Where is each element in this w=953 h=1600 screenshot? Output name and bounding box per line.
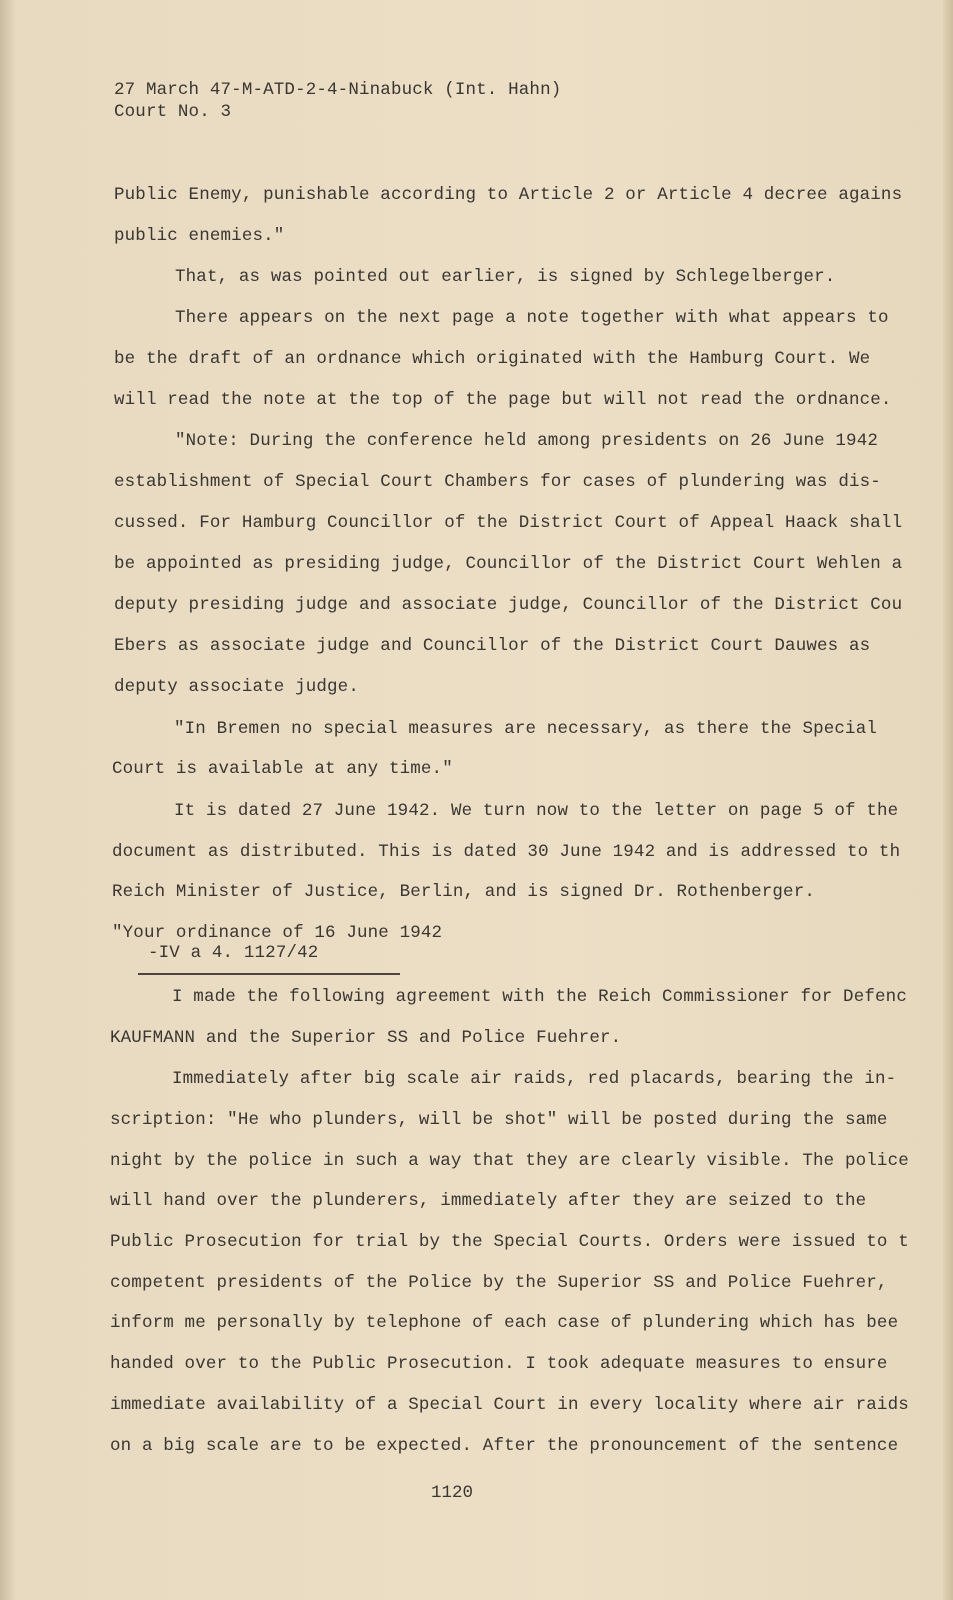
body-line: KAUFMANN and the Superior SS and Police Fuehrer. [110, 1028, 622, 1048]
header-line-2: Court No. 3 [114, 102, 232, 122]
body-line: be the draft of an ordnance which originated with the Hamburg Court. We [114, 349, 871, 369]
body-line: scription: "He who plunders, will be shot" will be posted during the same [110, 1110, 888, 1130]
body-line: That, as was pointed out earlier, is signed by Schlegelberger. [175, 267, 836, 287]
body-line: Reich Minister of Justice, Berlin, and is signed Dr. Rothenberger. [112, 882, 816, 902]
body-line: competent presidents of the Police by the Superior SS and Police Fuehrer, [110, 1273, 888, 1293]
body-line: cussed. For Hamburg Councillor of the District Court of Appeal Haack shall [114, 513, 903, 533]
body-line: immediate availability of a Special Court in every locality where air raids [110, 1395, 909, 1415]
body-line: handed over to the Public Prosecution. I took adequate measures to ensure [110, 1354, 888, 1374]
body-line: There appears on the next page a note together with what appears to [175, 308, 889, 328]
body-line: Immediately after big scale air raids, red placards, bearing the in- [172, 1069, 897, 1089]
body-line: "Note: During the conference held among presidents on 26 June 1942 [175, 431, 879, 451]
underline-rule [138, 973, 400, 975]
body-line: will read the note at the top of the page but will not read the ordnance. [114, 390, 892, 410]
body-line: will hand over the plunderers, immediately after they are seized to the [110, 1191, 867, 1211]
body-line: inform me personally by telephone of each case of plundering which has bee [110, 1313, 899, 1333]
body-line: deputy associate judge. [114, 677, 359, 697]
page-number: 1120 [431, 1483, 474, 1503]
body-line: It is dated 27 June 1942. We turn now to the letter on page 5 of the [174, 801, 899, 821]
body-line: Court is available at any time." [112, 759, 453, 779]
body-line: document as distributed. This is dated 30 June 1942 and is addressed to th [112, 842, 901, 862]
body-line: be appointed as presiding judge, Councillor of the District Court Wehlen a [114, 554, 903, 574]
body-line: I made the following agreement with the Reich Commissioner for Defenc [172, 987, 907, 1007]
body-line: on a big scale are to be expected. After the pronouncement of the sentence [110, 1436, 899, 1456]
header-line-1: 27 March 47-M-ATD-2-4-Ninabuck (Int. Hahn) [114, 80, 562, 100]
body-line: -IV a 4. 1127/42 [148, 943, 319, 963]
body-line: deputy presiding judge and associate judge, Councillor of the District Cou [114, 595, 903, 615]
body-line: Public Enemy, punishable according to Article 2 or Article 4 decree agains [114, 185, 903, 205]
page-edge-shadow [943, 0, 953, 1600]
body-line: public enemies." [114, 226, 285, 246]
body-line: establishment of Special Court Chambers for cases of plundering was dis- [114, 472, 881, 492]
body-line: "In Bremen no special measures are necessary, as there the Special [174, 719, 878, 739]
body-line: night by the police in such a way that they are clearly visible. The police [110, 1151, 909, 1171]
body-line: Public Prosecution for trial by the Special Courts. Orders were issued to t [110, 1232, 909, 1252]
body-line: Ebers as associate judge and Councillor of the District Court Dauwes as [114, 636, 871, 656]
body-line: "Your ordinance of 16 June 1942 [112, 923, 443, 943]
